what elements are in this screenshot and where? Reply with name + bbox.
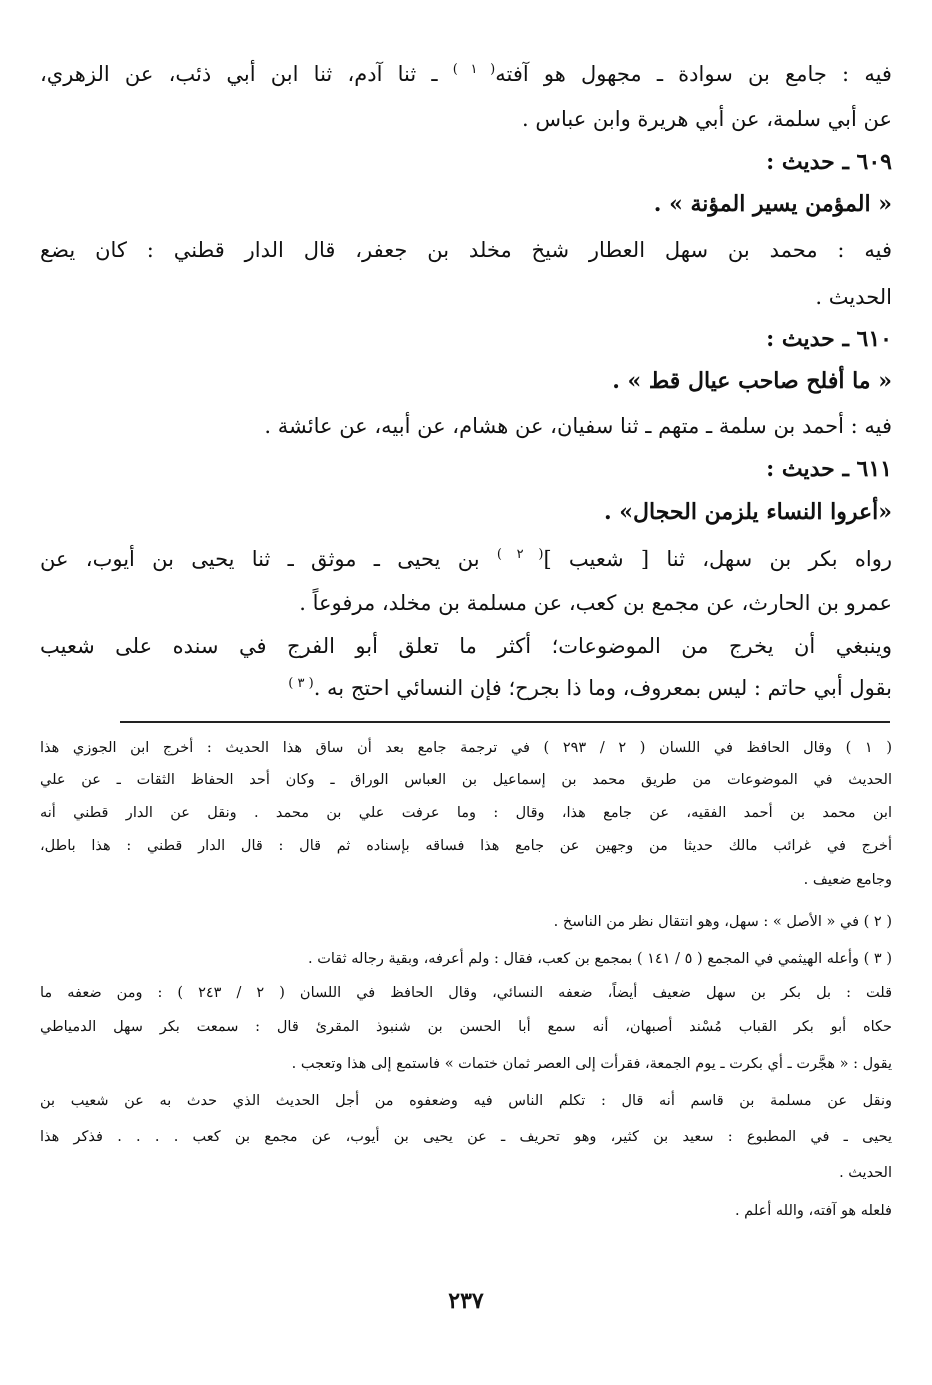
footnote-line: ( ١ ) وقال الحافظ في اللسان ( ٢ / ٢٩٣ ) في ترجمة جامع بعد أن ساق هذا الحديث : أخرج ابن الجوزي هذا	[40, 740, 892, 756]
footnote-ref: ( ٢ )	[496, 547, 544, 562]
footnote-line: وجامع ضعيف .	[803, 872, 892, 888]
page-number: ٢٣٧	[448, 1288, 484, 1314]
footnote-line: ونقل عن مسلمة بن قاسم أنه قال : تكلم الناس فيه وضعفوه من أجل الحديث الذي حدث به عن شعيب بن	[40, 1093, 892, 1109]
hadith-heading-609: ٦٠٩ ـ حديث :	[766, 149, 892, 175]
footnote-ref: ( ٣ )	[288, 676, 314, 691]
footnote-line: قلت : بل بكر بن سهل ضعيف أيضاً، ضعفه النسائي، وقال الحافظ في اللسان ( ٢ / ٢٤٣ ) : ومن ضعفه ما	[40, 985, 892, 1001]
main-line-2: عن أبي سلمة، عن أبي هريرة وابن عباس .	[521, 107, 892, 131]
footnote-line: الحديث .	[839, 1165, 892, 1181]
main-line-1	[40, 60, 892, 88]
footnote-line: يقول : « هجَّرت ـ أي بكرت ـ يوم الجمعة، فقرأت إلى العصر ثمان ختمات » فاستمع إلى هذا وتعجب .	[291, 1056, 892, 1072]
main-line-9: فيه : أحمد بن سلمة ـ متهم ـ ثنا سفيان، عن هشام، عن أبيه، عن عائشة .	[264, 414, 892, 438]
hadith-text-610: « ما أفلح صاحب عيال قط » .	[612, 368, 892, 394]
main-line-15	[40, 674, 892, 702]
footnote-line: الحديث في الموضوعات من طريق محمد بن إسماعيل بن العباس الوراق ـ وكان أحد الحفاظ الثقات ـ عن علي	[40, 772, 892, 788]
hadith-text-609: « المؤمن يسير المؤنة » .	[653, 191, 892, 217]
main-text: بن يحيى ـ موثق ـ ثنا يحيى بن أيوب، عن	[40, 547, 480, 571]
main-text: بقول أبي حاتم : ليس بمعروف، وما ذا بجرح؛ فإن النسائي احتج به .	[313, 676, 892, 700]
hadith-heading-611: ٦١١ ـ حديث :	[766, 456, 892, 482]
main-line-6: الحديث .	[815, 285, 892, 309]
footnote-line: فلعله هو آفته، والله أعلم .	[734, 1203, 892, 1219]
footnote-line: يحيى ـ في المطبوع : سعيد بن كثير، وهو تحريف ـ عن يحيى بن أيوب، عن مجمع بن كعب . . . . فذكر هذا	[40, 1129, 892, 1145]
footnote-ref: ( ١ )	[452, 62, 496, 77]
footnote-divider	[120, 721, 890, 723]
footnote-line: ابن محمد بن أحمد الفقيه، عن جامع هذا، وقال : وما عرفت علي بن محمد . ونقل عن الدار قطني أنه	[40, 805, 892, 821]
footnote-line: حكاه أبو بكر القباب مُسْند أصبهان، أنه سمع أبا الحسن بن شنبوذ المقرئ قال : سمعت بكر سهل الدمياطي	[40, 1019, 892, 1035]
main-text: رواه بكر بن سهل، ثنا [ شعيب ]	[543, 547, 892, 571]
footnote-line: ( ٢ ) في « الأصل » : سهل، وهو انتقال نظر من الناسخ .	[553, 914, 892, 930]
main-text: ـ ثنا آدم، ثنا ابن أبي ذئب، عن الزهري،	[40, 62, 438, 86]
main-line-5: فيه : محمد بن سهل العطار شيخ مخلد بن جعفر، قال الدار قطني : كان يضع	[40, 238, 892, 262]
hadith-heading-610: ٦١٠ ـ حديث :	[766, 326, 892, 352]
hadith-text-611: «أعروا النساء يلزمن الحجال» .	[603, 499, 892, 525]
footnote-line: ( ٣ ) وأعله الهيثمي في المجمع ( ٥ / ١٤١ ) بمجمع بن كعب، فقال : ولم أعرفه، وبقية رجاله ثقات .	[308, 951, 892, 967]
main-line-13: عمرو بن الحارث، عن مجمع بن كعب، عن مسلمة بن مخلد، مرفوعاً .	[299, 591, 892, 615]
footnote-line: أخرج في غرائب مالك حديثا من وجهين عن جامع هذا فساقه بإسناده ثم قال : قال الدار قطني : هذا باطل،	[40, 838, 892, 854]
main-text: فيه : جامع بن سوادة ـ مجهول هو آفته	[495, 62, 892, 86]
main-line-14: وينبغي أن يخرج من الموضوعات؛ أكثر ما تعلق أبو الفرج في سنده على شعيب	[40, 634, 892, 658]
main-line-12	[40, 545, 892, 573]
